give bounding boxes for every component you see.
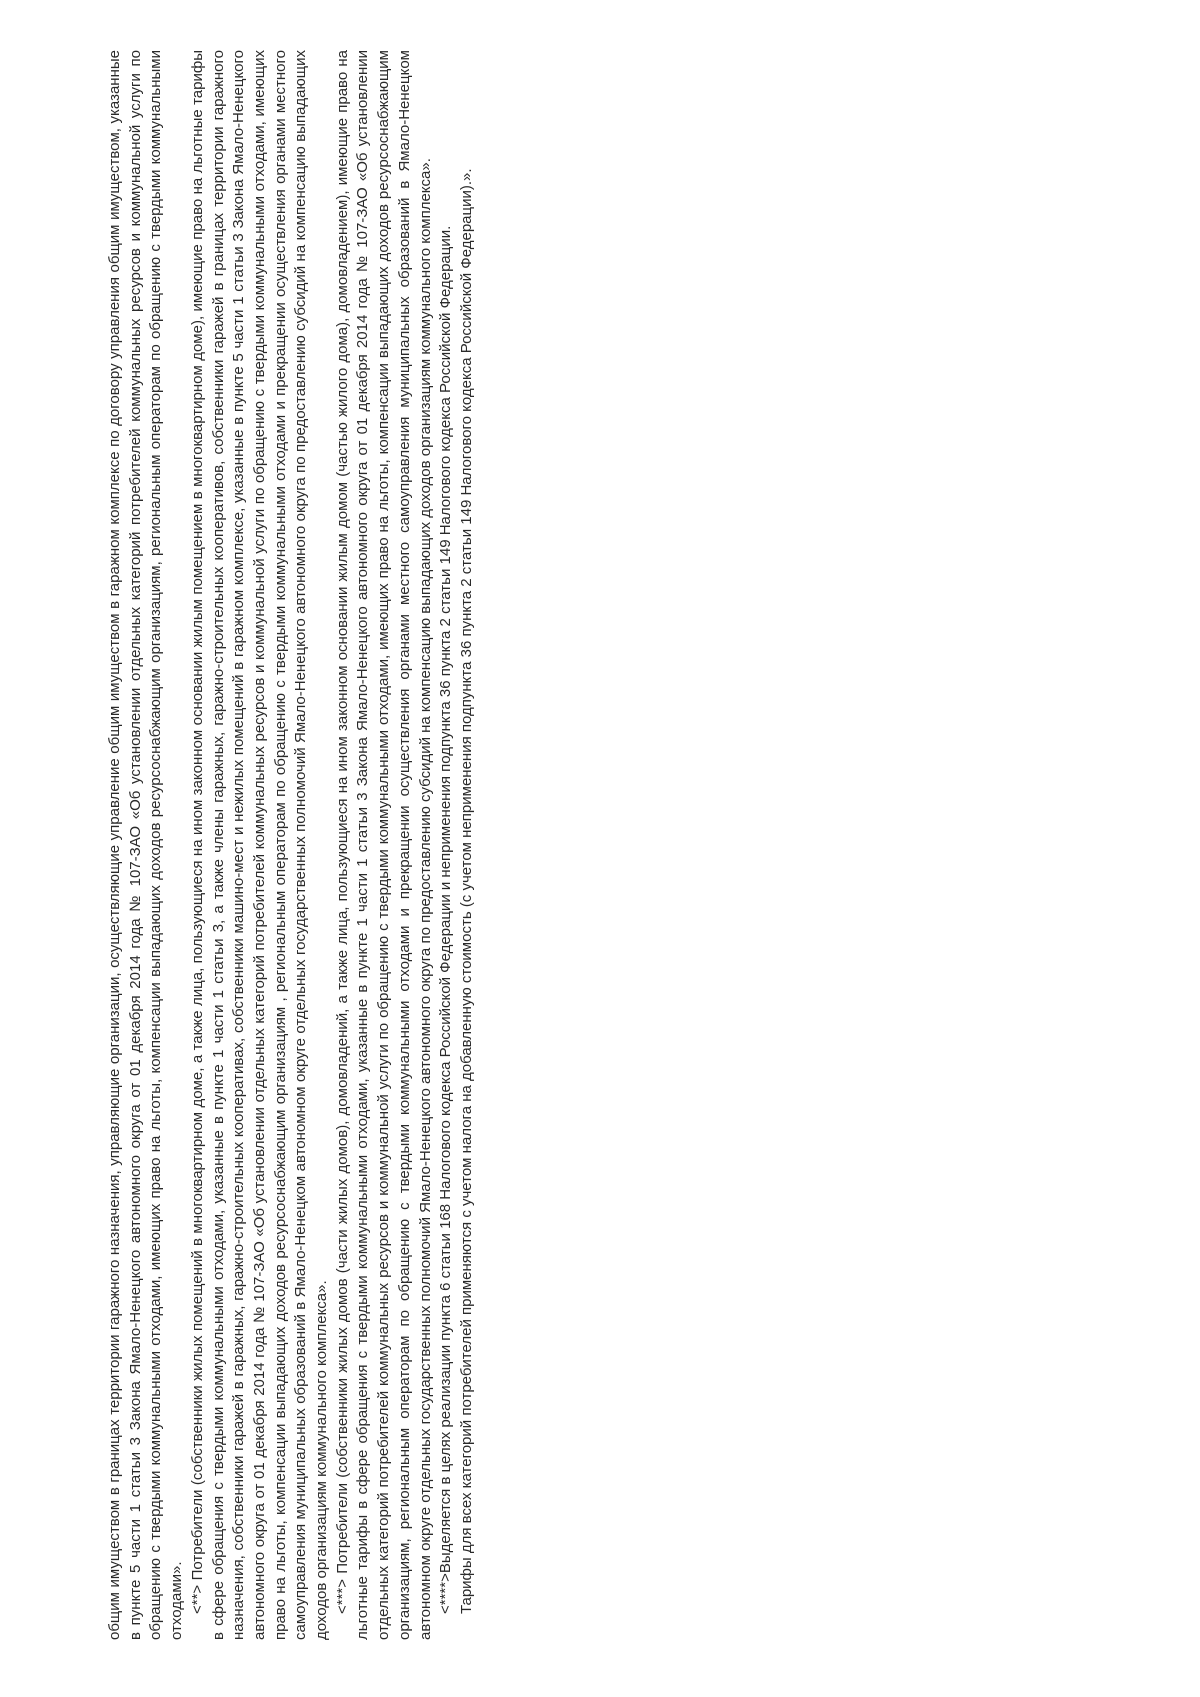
paragraph-continuation: общим имуществом в границах территории гаражного назначения, управляющие организации, осуществляющие управление общим имуществом в гаражном комплексе по договору управления общим имуществом, указанные в пункте 5 части 1 статьи 3 Закона Ямало-Ненецкого автономного округа от 01 декабря 2014 года № 107-ЗАО «Об установлении отдельных категорий потребителей коммунальных ресурсов и коммунальной услуги по обращению с твердыми коммунальными отходами, имеющих право на льготы, компенсации выпадающих доходов ресурсоснабжающим организациям, региональным операторам по обращению с твердыми коммунальными отходами».: [106, 50, 186, 1640]
tariff-note: Тарифы для всех категорий потребителей применяются с учетом налога на добавленную стоимость (с учетом неприменения подпункта 36 пункта 2 статьи 149 Налогового кодекса Российской Федерации).».: [457, 168, 475, 1614]
footnote-quadruple-asterisk: <****>Выделяется в целях реализации пункта 6 статьи 168 Налогового кодекса Российской Федерации и неприменения подпункта 36 пункта 2 статьи 149 Налогового кодекса Российской Федерации.: [437, 225, 455, 1614]
footnote-triple-asterisk: <***> Потребители (собственники жилых домов (части жилых домов), домовладений, а также лица, пользующиеся на ином законном основании жилым домом (частью жилого дома), домовладением), имеющие право на льготные тарифы в сфере обращения с твердыми коммунальными отходами, указанные в пункте 1 части 1 статьи 3 Закона Ямало-Ненецкого автономного округа от 01 декабря 2014 года № 107-ЗАО «Об установлении отдельных категорий потребителей коммунальных ресурсов и коммунальной услуги по обращению с твердыми коммунальными отходами, имеющих право на льготы, компенсации выпадающих доходов ресурсоснабжающим организациям, региональным операторам по обращению с твердыми коммунальными отходами и прекращении осуществления органами местного самоуправления муниципальных образований в Ямало-Ненецком автономном округе отдельных государственных полномочий Ямало-Ненецкого автономного округа по предоставлению субсидий на компенсацию выпадающих доходов организациям коммунального комплекса».: [333, 50, 434, 1640]
footnote-double-asterisk: <**> Потребители (собственники жилых помещений в многоквартирном доме, а также лица, пользующиеся на ином законном основании жилым помещением в многоквартирном доме), имеющие право на льготные тарифы в сфере обращения с твердыми коммунальными отходами, указанные в пункте 1 части 1 статьи 3, а также члены гаражных, гаражно-строительных кооперативов, собственники гаражей в границах территории гаражного назначения, собственники гаражей в гаражных, гаражно-строительных кооперативах, собственники машино-мест и нежилых помещений в гаражном комплексе, указанные в пункте 5 части 1 статьи 3 Закона Ямало-Ненецкого автономного округа от 01 декабря 2014 года № 107-ЗАО «Об установлении отдельных категорий потребителей коммунальных ресурсов и коммунальной услуги по обращению с твердыми коммунальными отходами, имеющих право на льготы, компенсации выпадающих доходов ресурсоснабжающим организациям , региональным операторам по обращению с твердыми коммунальными отходами и прекращении осуществления органами местного самоуправления муниципальных образований в Ямало-Ненецком автономном округе отдельных государственных полномочий Ямало-Ненецкого автономного округа по предоставлению субсидий на компенсацию выпадающих доходов организациям коммунального комплекса».: [188, 50, 331, 1640]
footnotes-text-block: [105, 50, 705, 1640]
